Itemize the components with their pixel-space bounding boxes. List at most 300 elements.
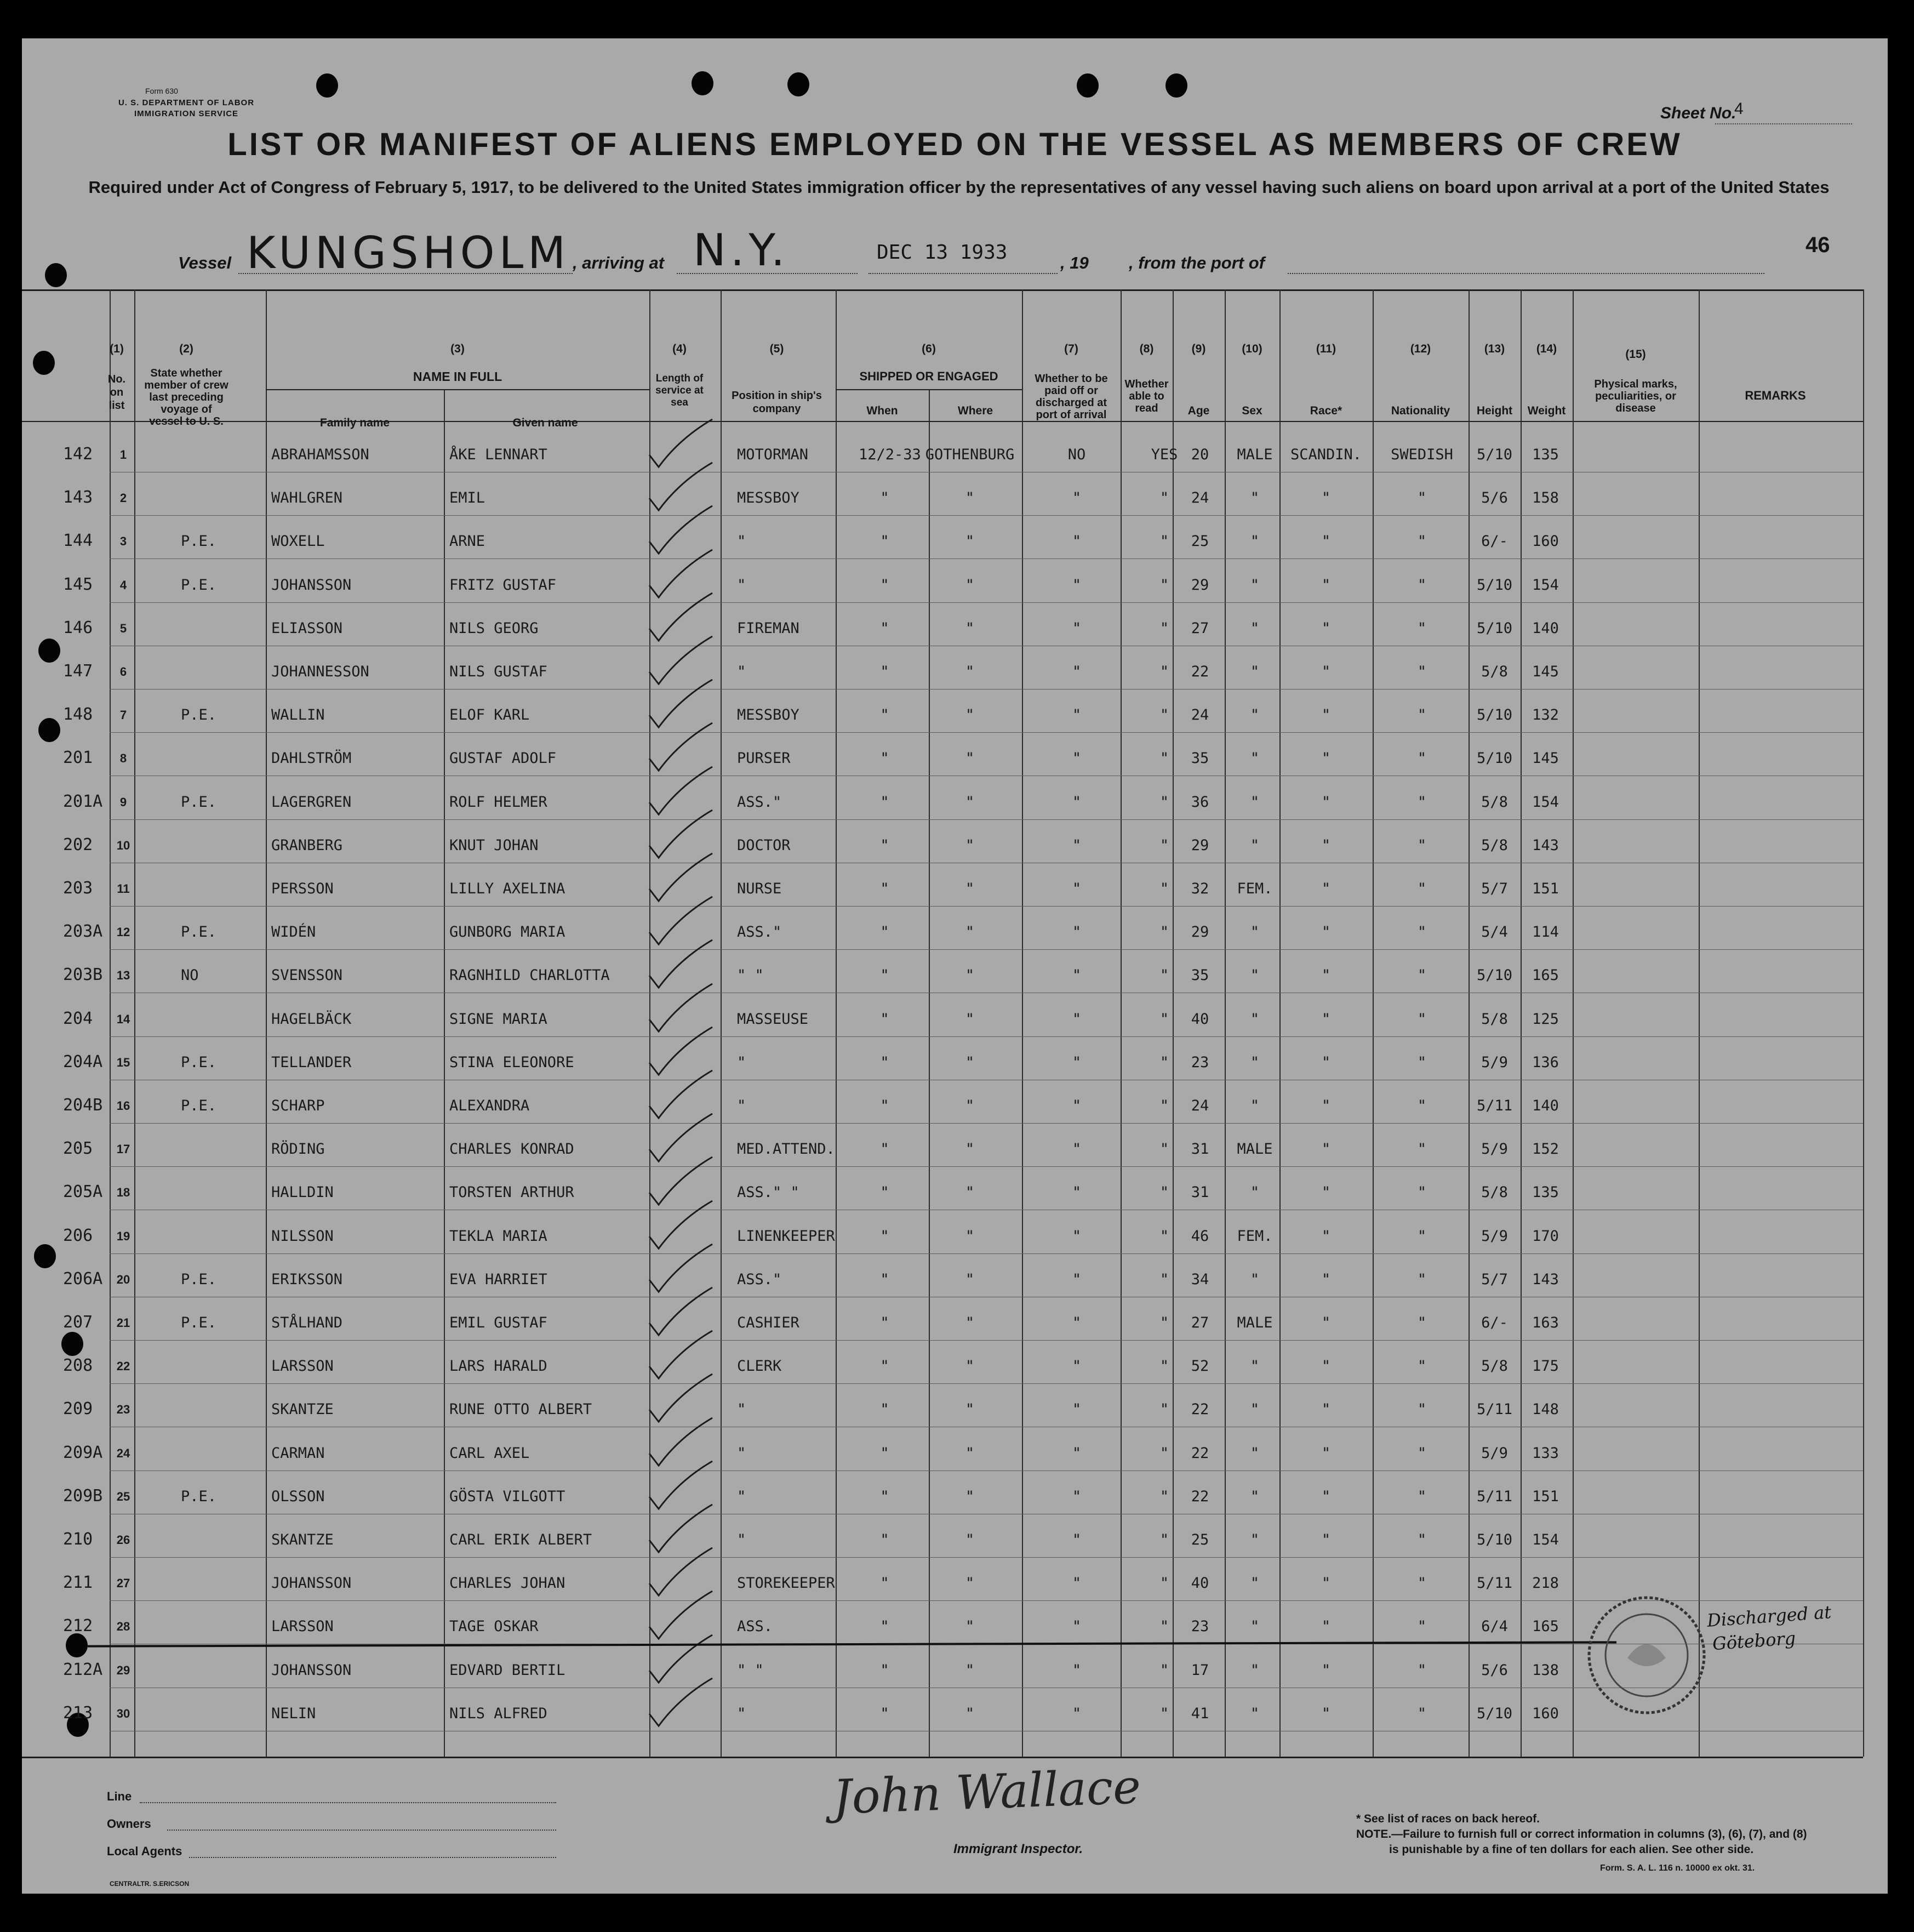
date-line <box>869 273 1058 274</box>
cell-height: 5/9 <box>1481 1228 1508 1245</box>
row-margin-number: 202 <box>63 835 93 854</box>
cell-when: " <box>880 489 889 506</box>
punch-hole <box>38 718 60 742</box>
cell-prev: P.E. <box>181 1054 217 1071</box>
row-rule <box>110 602 1863 603</box>
cell-position: CASHIER <box>737 1314 799 1331</box>
cell-age: 29 <box>1191 924 1209 941</box>
cell-race: " <box>1321 1705 1331 1722</box>
column-divider <box>1573 289 1574 1757</box>
cell-position: " <box>737 1705 746 1722</box>
cell-when: " <box>880 1401 889 1418</box>
punch-hole <box>1165 73 1187 98</box>
cell-given: CHARLES JOHAN <box>449 1575 565 1592</box>
cell-height: 5/11 <box>1476 1401 1513 1418</box>
cell-height: 5/8 <box>1481 1358 1508 1375</box>
row-rule <box>110 732 1863 733</box>
cell-given: SIGNE MARIA <box>449 1011 547 1028</box>
cell-age: 29 <box>1191 577 1209 594</box>
cell-where: " <box>965 1618 975 1635</box>
cell-sex: " <box>1250 1401 1260 1418</box>
cell-when: " <box>880 967 889 984</box>
cell-family: ABRAHAMSSON <box>271 446 369 463</box>
cell-height: 5/6 <box>1481 489 1508 506</box>
cell-given: ELOF KARL <box>449 706 530 723</box>
row-rule <box>110 949 1863 950</box>
footnote-races: * See list of races on back hereof. <box>1356 1813 1540 1825</box>
col-number: (5) <box>769 343 784 355</box>
cell-nat: " <box>1417 880 1427 897</box>
cell-sex: " <box>1250 967 1260 984</box>
cell-sex: " <box>1250 1011 1260 1028</box>
cell-nat: " <box>1417 1184 1427 1201</box>
cell-read: " <box>1159 924 1169 941</box>
row-margin-number: 211 <box>63 1573 93 1592</box>
inspector-signature: John Wallace <box>832 1759 1142 1825</box>
cell-where: " <box>965 533 975 550</box>
col-family-name: Family name <box>319 417 390 429</box>
cell-age: 40 <box>1191 1575 1209 1592</box>
cell-nat: " <box>1417 1401 1427 1418</box>
cell-read: " <box>1159 880 1169 897</box>
row-margin-number: 212A <box>63 1660 103 1679</box>
vessel-name: KUNGSHOLM <box>247 227 570 278</box>
cell-weight: 158 <box>1532 489 1559 506</box>
punch-hole <box>787 72 809 96</box>
cell-position: ASS." " <box>737 1184 799 1201</box>
column-divider <box>1699 289 1700 1757</box>
row-margin-number: 204B <box>63 1096 103 1115</box>
row-margin-number: 203B <box>63 965 103 984</box>
cell-when: " <box>880 1705 889 1722</box>
cell-height: 5/11 <box>1476 1575 1513 1592</box>
cell-given: NILS ALFRED <box>449 1705 547 1722</box>
cell-family: HAGELBÄCK <box>271 1011 352 1028</box>
cell-height: 5/7 <box>1481 1271 1508 1288</box>
cell-when: " <box>880 1618 889 1635</box>
col-age: Age <box>1187 404 1210 417</box>
col-nationality: Nationality <box>1391 404 1450 417</box>
cell-family: RÖDING <box>271 1141 325 1158</box>
footer-owners-label: Owners <box>107 1817 151 1831</box>
cell-where: " <box>965 1445 975 1462</box>
cell-sex: " <box>1250 1358 1260 1375</box>
cell-read: " <box>1159 577 1169 594</box>
cell-no: 12 <box>116 925 130 939</box>
cell-where: " <box>965 750 975 767</box>
cell-age: 20 <box>1191 446 1209 463</box>
cell-age: 23 <box>1191 1618 1209 1635</box>
punch-hole <box>1077 73 1099 98</box>
cell-age: 22 <box>1191 1401 1209 1418</box>
cell-race: " <box>1321 1228 1331 1245</box>
col-number: (3) <box>450 343 465 355</box>
cell-position: " <box>737 577 746 594</box>
cell-when: " <box>880 1488 889 1505</box>
cell-when: " <box>880 1141 889 1158</box>
cell-weight: 160 <box>1532 1705 1559 1722</box>
cell-prev: P.E. <box>181 1314 217 1331</box>
cell-read: " <box>1159 837 1169 854</box>
cell-race: " <box>1321 1314 1331 1331</box>
cell-nat: " <box>1417 1054 1427 1071</box>
cell-family: OLSSON <box>271 1488 325 1505</box>
cell-when: " <box>880 837 889 854</box>
cell-when: " <box>880 1575 889 1592</box>
cell-paid: " <box>1072 1011 1082 1028</box>
cell-read: " <box>1159 1184 1169 1201</box>
cell-sex: " <box>1250 1618 1260 1635</box>
cell-read: " <box>1159 1401 1169 1418</box>
cell-given: ARNE <box>449 533 485 550</box>
cell-when: " <box>880 706 889 723</box>
column-divider <box>1225 289 1226 1757</box>
row-margin-number: 148 <box>63 705 93 724</box>
cell-height: 5/10 <box>1476 446 1513 463</box>
punch-hole <box>316 73 338 98</box>
cell-position: " <box>737 1445 746 1462</box>
row-margin-number: 213 <box>63 1703 93 1723</box>
row-margin-number: 204 <box>63 1009 93 1028</box>
cell-given: CARL AXEL <box>449 1445 530 1462</box>
punch-hole <box>34 1244 56 1268</box>
cell-weight: 136 <box>1532 1054 1559 1071</box>
row-margin-number: 205 <box>63 1139 93 1158</box>
strike-through-line <box>88 1641 1616 1647</box>
cell-given: GUNBORG MARIA <box>449 924 565 941</box>
cell-when: " <box>880 1184 889 1201</box>
cell-paid: " <box>1072 706 1082 723</box>
row-margin-number: 209B <box>63 1486 103 1506</box>
col-number: (10) <box>1242 343 1262 355</box>
cell-nat: " <box>1417 1575 1427 1592</box>
row-rule <box>110 1557 1863 1558</box>
cell-height: 5/11 <box>1476 1097 1513 1114</box>
printer-mark: CENTRALTR. S.ERICSON <box>110 1880 190 1888</box>
col-when: When <box>866 404 898 417</box>
cell-race: " <box>1321 967 1331 984</box>
col-number: (9) <box>1191 343 1206 355</box>
cell-no: 17 <box>116 1142 130 1156</box>
footer-agents-field <box>189 1857 556 1858</box>
col-able-to-read: Whether able to read <box>1124 378 1169 414</box>
cell-nat: " <box>1417 1358 1427 1375</box>
cell-paid: " <box>1072 750 1082 767</box>
cell-read: " <box>1159 1531 1169 1548</box>
cell-family: SCHARP <box>271 1097 325 1114</box>
cell-sex: " <box>1250 1054 1260 1071</box>
page-subtitle: Required under Act of Congress of February 5, 1917, to be delivered to the United States immigration officer by the representatives of any vessel having such aliens on board upon arrival at a port of the United States <box>88 178 1830 197</box>
cell-family: STÅLHAND <box>271 1314 343 1331</box>
cell-paid: " <box>1072 1488 1082 1505</box>
cell-read: " <box>1159 1097 1169 1114</box>
cell-age: 23 <box>1191 1054 1209 1071</box>
cell-no: 24 <box>116 1446 130 1460</box>
cell-when: " <box>880 1662 889 1679</box>
cell-family: LARSSON <box>271 1358 334 1375</box>
cell-read: " <box>1159 533 1169 550</box>
year-label: , 19 <box>1060 253 1089 272</box>
cell-age: 27 <box>1191 620 1209 637</box>
cell-no: 18 <box>116 1186 130 1199</box>
cell-sex: " <box>1250 1531 1260 1548</box>
cell-paid: " <box>1072 880 1082 897</box>
cell-race: " <box>1321 1054 1331 1071</box>
cell-race: " <box>1321 533 1331 550</box>
cell-age: 27 <box>1191 1314 1209 1331</box>
cell-no: 13 <box>116 968 130 982</box>
cell-read: " <box>1159 1358 1169 1375</box>
cell-age: 25 <box>1191 533 1209 550</box>
cell-when: " <box>880 924 889 941</box>
cell-position: " <box>737 1531 746 1548</box>
cell-prev: P.E. <box>181 706 217 723</box>
cell-where: " <box>965 924 975 941</box>
cell-paid: " <box>1072 1228 1082 1245</box>
cell-given: CHARLES KONRAD <box>449 1141 574 1158</box>
arriving-line <box>677 273 858 274</box>
cell-position: LINENKEEPER <box>737 1228 835 1245</box>
cell-sex: " <box>1250 794 1260 811</box>
cell-given: FRITZ GUSTAF <box>449 577 557 594</box>
col-state-whether: State whether member of crew last preceding voyage of vessel to U. S. <box>144 367 228 428</box>
cell-where: " <box>965 663 975 680</box>
cell-family: PERSSON <box>271 880 334 897</box>
cell-prev: P.E. <box>181 924 217 941</box>
cell-no: 10 <box>116 839 130 852</box>
column-divider <box>1469 289 1470 1757</box>
cell-weight: 151 <box>1532 1488 1559 1505</box>
sheet-number-line <box>1715 123 1852 124</box>
cell-no: 26 <box>116 1533 130 1547</box>
cell-where: " <box>965 1575 975 1592</box>
cell-race: " <box>1321 1141 1331 1158</box>
cell-age: 25 <box>1191 1531 1209 1548</box>
cell-race: " <box>1321 577 1331 594</box>
cell-position: MASSEUSE <box>737 1011 809 1028</box>
cell-read: " <box>1159 1314 1169 1331</box>
cell-paid: " <box>1072 577 1082 594</box>
sheet-label: Sheet No. <box>1660 104 1736 122</box>
cell-when: " <box>880 1445 889 1462</box>
cell-weight: 140 <box>1532 620 1559 637</box>
cell-sex: MALE <box>1237 1141 1273 1158</box>
row-rule <box>110 558 1863 559</box>
column-divider <box>1521 289 1522 1757</box>
cell-no: 3 <box>119 534 127 548</box>
cell-position: " <box>737 1097 746 1114</box>
cell-race: " <box>1321 1401 1331 1418</box>
cell-position: ASS." <box>737 1271 782 1288</box>
cell-age: 52 <box>1191 1358 1209 1375</box>
cell-race: " <box>1321 620 1331 637</box>
cell-age: 40 <box>1191 1011 1209 1028</box>
col-given-name: Given name <box>512 417 578 429</box>
department-line: IMMIGRATION SERVICE <box>134 109 239 118</box>
cell-when: " <box>880 1358 889 1375</box>
cell-weight: 145 <box>1532 750 1559 767</box>
cell-height: 5/8 <box>1481 1011 1508 1028</box>
cell-position: FIREMAN <box>737 620 799 637</box>
row-margin-number: 203 <box>63 879 93 898</box>
cell-height: 5/8 <box>1481 1184 1508 1201</box>
row-rule <box>110 906 1863 907</box>
cell-weight: 165 <box>1532 1618 1559 1635</box>
cell-weight: 132 <box>1532 706 1559 723</box>
col-height: Height <box>1476 404 1513 417</box>
cell-race: " <box>1321 1445 1331 1462</box>
row-rule <box>110 515 1863 516</box>
cell-read: " <box>1159 1575 1169 1592</box>
cell-family: LARSSON <box>271 1618 334 1635</box>
cell-height: 6/- <box>1481 1314 1508 1331</box>
cell-given: CARL ERIK ALBERT <box>449 1531 592 1548</box>
col-number: (7) <box>1064 343 1078 355</box>
cell-given: ALEXANDRA <box>449 1097 530 1114</box>
cell-position: MESSBOY <box>737 706 799 723</box>
cell-family: GRANBERG <box>271 837 343 854</box>
row-margin-number: 210 <box>63 1530 93 1549</box>
cell-weight: 170 <box>1532 1228 1559 1245</box>
cell-position: NURSE <box>737 880 782 897</box>
cell-when: " <box>880 533 889 550</box>
cell-position: ASS." <box>737 924 782 941</box>
arrival-date-stamp: DEC 13 1933 <box>877 241 1008 264</box>
cell-nat: " <box>1417 1662 1427 1679</box>
cell-read: " <box>1159 663 1169 680</box>
cell-height: 5/10 <box>1476 750 1513 767</box>
cell-where: " <box>965 1228 975 1245</box>
cell-read: " <box>1159 967 1169 984</box>
row-margin-number: 146 <box>63 618 93 637</box>
cell-given: NILS GUSTAF <box>449 663 547 680</box>
cell-family: DAHLSTRÖM <box>271 750 352 767</box>
cell-weight: 135 <box>1532 1184 1559 1201</box>
cell-race: " <box>1321 924 1331 941</box>
cell-age: 41 <box>1191 1705 1209 1722</box>
cell-age: 34 <box>1191 1271 1209 1288</box>
cell-weight: 151 <box>1532 880 1559 897</box>
cell-position: " <box>737 1054 746 1071</box>
cell-race: " <box>1321 880 1331 897</box>
cell-no: 23 <box>116 1403 130 1416</box>
cell-when: " <box>880 663 889 680</box>
from-port-label: , from the port of <box>1129 253 1265 272</box>
footer-line-label: Line <box>107 1789 132 1803</box>
row-margin-number: 145 <box>63 575 93 594</box>
col-number: (11) <box>1316 343 1336 355</box>
row-margin-number: 201 <box>63 748 93 767</box>
cell-given: NILS GEORG <box>449 620 539 637</box>
cell-no: 4 <box>119 578 127 592</box>
column-divider <box>1373 289 1374 1757</box>
cell-family: JOHANSSON <box>271 1662 352 1679</box>
column-divider <box>444 389 445 1757</box>
cell-when: " <box>880 880 889 897</box>
col-length-of-service: Length of service at sea <box>655 373 704 408</box>
cell-height: 5/10 <box>1476 967 1513 984</box>
cell-read: " <box>1159 620 1169 637</box>
cell-age: 24 <box>1191 706 1209 723</box>
cell-position: ASS." <box>737 794 782 811</box>
page-number: 46 <box>1806 233 1830 257</box>
cell-no: 16 <box>116 1099 130 1113</box>
cell-weight: 133 <box>1532 1445 1559 1462</box>
cell-where: " <box>965 880 975 897</box>
cell-nat: " <box>1417 663 1427 680</box>
cell-family: SKANTZE <box>271 1401 334 1418</box>
cell-height: 5/8 <box>1481 794 1508 811</box>
col-race: Race* <box>1310 404 1342 417</box>
cell-given: ROLF HELMER <box>449 794 547 811</box>
row-margin-number: 144 <box>63 531 93 550</box>
cell-paid: NO <box>1067 446 1086 463</box>
cell-no: 25 <box>116 1490 130 1503</box>
manifest-sheet <box>22 38 1888 1894</box>
punch-hole <box>692 71 713 95</box>
cell-no: 9 <box>119 795 127 809</box>
cell-position: " <box>737 1488 746 1505</box>
page-title: LIST OR MANIFEST OF ALIENS EMPLOYED ON THE VESSEL AS MEMBERS OF CREW <box>227 127 1682 162</box>
cell-sex: " <box>1250 1445 1260 1462</box>
cell-nat: " <box>1417 794 1427 811</box>
cell-nat: " <box>1417 620 1427 637</box>
cell-nat: " <box>1417 706 1427 723</box>
cell-read: " <box>1159 1054 1169 1071</box>
vessel-label: Vessel <box>178 253 232 272</box>
cell-age: 17 <box>1191 1662 1209 1679</box>
cell-paid: " <box>1072 1097 1082 1114</box>
cell-read: YES <box>1151 446 1178 463</box>
cell-weight: 135 <box>1532 446 1559 463</box>
cell-position: " <box>737 663 746 680</box>
cell-given: EVA HARRIET <box>449 1271 547 1288</box>
cell-family: NELIN <box>271 1705 316 1722</box>
cell-race: " <box>1321 1011 1331 1028</box>
cell-no: 19 <box>116 1229 130 1243</box>
col-paid-off: Whether to be paid off or discharged at port of arrival <box>1035 373 1108 421</box>
cell-weight: 175 <box>1532 1358 1559 1375</box>
cell-family: NILSSON <box>271 1228 334 1245</box>
footnote-note: NOTE.—Failure to furnish full or correct information in columns (3), (6), (7), and (8) <box>1356 1828 1807 1840</box>
cell-age: 35 <box>1191 750 1209 767</box>
cell-sex: " <box>1250 1184 1260 1201</box>
cell-read: " <box>1159 1141 1169 1158</box>
cell-nat: " <box>1417 1097 1427 1114</box>
cell-race: " <box>1321 750 1331 767</box>
col-physical-marks: Physical marks, peculiarities, or disease <box>1594 378 1677 414</box>
cell-nat: " <box>1417 489 1427 506</box>
cell-family: ELIASSON <box>271 620 343 637</box>
cell-paid: " <box>1072 1184 1082 1201</box>
cell-race: " <box>1321 489 1331 506</box>
cell-race: " <box>1321 1618 1331 1635</box>
row-rule <box>110 1383 1863 1384</box>
cell-sex: " <box>1250 1097 1260 1114</box>
cell-race: " <box>1321 837 1331 854</box>
cell-when: " <box>880 750 889 767</box>
row-margin-number: 203A <box>63 922 103 941</box>
cell-no: 29 <box>116 1663 130 1677</box>
cell-age: 36 <box>1191 794 1209 811</box>
cell-paid: " <box>1072 1271 1082 1288</box>
cell-prev: P.E. <box>181 794 217 811</box>
cell-height: 5/4 <box>1481 924 1508 941</box>
cell-family: ERIKSSON <box>271 1271 343 1288</box>
cell-family: WIDÉN <box>271 924 316 941</box>
cell-nat: " <box>1417 837 1427 854</box>
cell-nat: " <box>1417 1488 1427 1505</box>
